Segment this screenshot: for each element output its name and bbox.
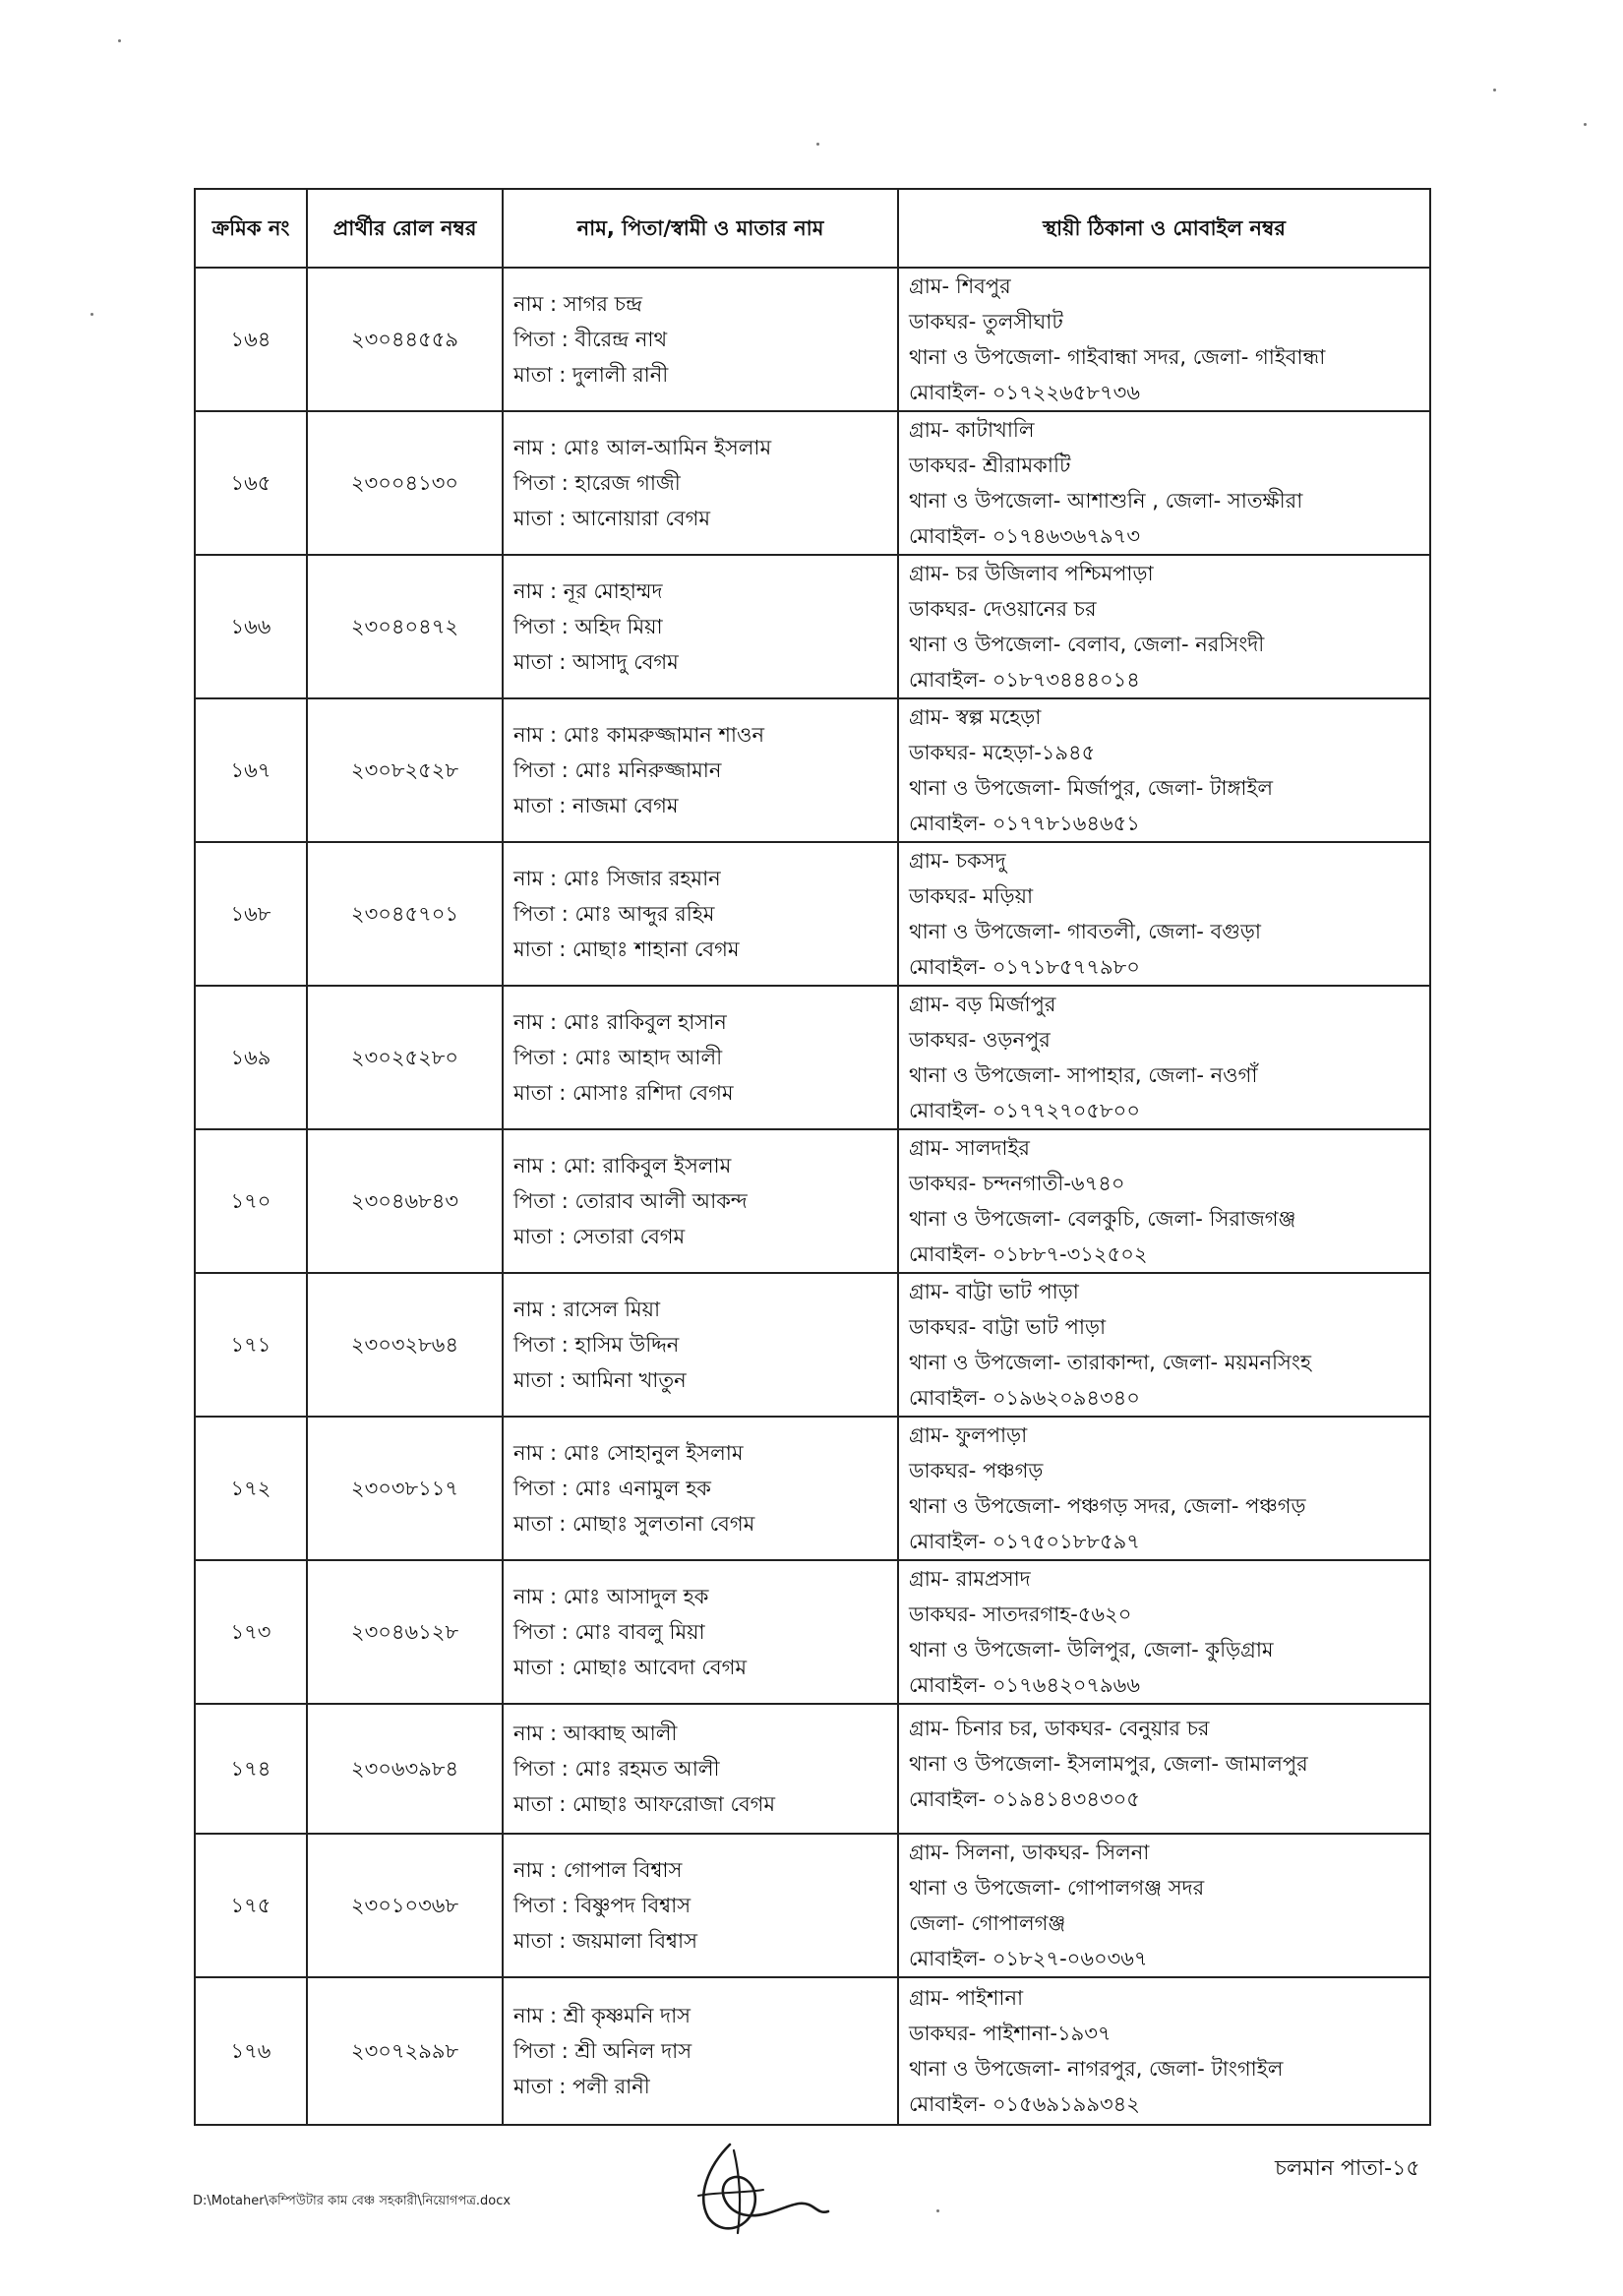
names-cell xyxy=(503,1129,898,1273)
address-line: থানা ও উপজেলা- ইসলামপুর, জেলা- জামালপুর xyxy=(909,1752,1308,1776)
address-line: থানা ও উপজেলা- আশাশুনি , জেলা- সাতক্ষীরা xyxy=(909,489,1303,513)
candidate-name: নাম : মোঃ আল-আমিন ইসলাম xyxy=(513,436,772,459)
roll-cell: ২৩০২৫২৮০ xyxy=(307,986,503,1129)
address-cell xyxy=(898,268,1430,411)
address-line: ডাকঘর- বাট্টা ভাট পাড়া xyxy=(909,1315,1107,1339)
address-line: ডাকঘর- মহেড়া-১৯৪৫ xyxy=(909,741,1096,764)
address-line: ডাকঘর- মড়িয়া xyxy=(909,884,1034,908)
serial-cell: ১৬৬ xyxy=(195,555,307,698)
father-name: পিতা : বিষ্ণুপদ বিশ্বাস xyxy=(513,1894,691,1917)
table-row xyxy=(195,1704,1430,1834)
address-line: গ্রাম- রামপ্রসাদ xyxy=(909,1567,1031,1591)
mobile-line: মোবাইল- ০১৫৬৯১৯৯৩৪২ xyxy=(909,2092,1140,2116)
candidate-name: নাম : গোপাল বিশ্বাস xyxy=(513,1858,683,1882)
names-cell xyxy=(503,555,898,698)
mother-name: মাতা : মোছাঃ আবেদা বেগম xyxy=(513,1656,748,1679)
address-line: ডাকঘর- দেওয়ানের চর xyxy=(909,597,1097,621)
father-name: পিতা : মোঃ রহমত আলী xyxy=(513,1757,720,1781)
header-address: স্থায়ী ঠিকানা ও মোবাইল নম্বর xyxy=(898,189,1430,268)
address-line: গ্রাম- পাইশানা xyxy=(909,1986,1024,2010)
address-cell xyxy=(898,698,1430,842)
address-cell xyxy=(898,1704,1430,1834)
address-line: গ্রাম- সিলনা, ডাকঘর- সিলনা xyxy=(909,1841,1150,1864)
header-names: নাম, পিতা/স্বামী ও মাতার নাম xyxy=(503,189,898,268)
table-row xyxy=(195,411,1430,555)
father-name: পিতা : শ্রী অনিল দাস xyxy=(513,2039,692,2063)
father-name: পিতা : হাসিম উদ্দিন xyxy=(513,1333,680,1357)
address-line: গ্রাম- বড় মির্জাপুর xyxy=(909,993,1056,1016)
mobile-line: মোবাইল- ০১৯৪১৪৩৪৩০৫ xyxy=(909,1787,1140,1811)
address-line: থানা ও উপজেলা- উলিপুর, জেলা- কুড়িগ্রাম xyxy=(909,1638,1274,1662)
father-name: পিতা : মোঃ আব্দুর রহিম xyxy=(513,902,715,926)
candidate-name: নাম : রাসেল মিয়া xyxy=(513,1298,661,1321)
address-line: ডাকঘর- চন্দনগাতী-৬৭৪০ xyxy=(909,1172,1125,1195)
scan-speck xyxy=(118,39,121,42)
father-name: পিতা : মোঃ বাবলু মিয়া xyxy=(513,1620,705,1644)
table-row xyxy=(195,1834,1430,1977)
address-line: গ্রাম- চর উজিলাব পশ্চিমপাড়া xyxy=(909,562,1154,585)
address-cell xyxy=(898,1129,1430,1273)
roll-cell: ২৩০৩২৮৬৪ xyxy=(307,1273,503,1417)
address-line: থানা ও উপজেলা- গাবতলী, জেলা- বগুড়া xyxy=(909,920,1261,943)
address-cell xyxy=(898,1273,1430,1417)
address-cell xyxy=(898,1560,1430,1704)
mother-name: মাতা : পলী রানী xyxy=(513,2075,650,2098)
mother-name: মাতা : আমিনা খাতুন xyxy=(513,1368,687,1392)
mother-name: মাতা : মোছাঃ আফরোজা বেগম xyxy=(513,1792,776,1816)
candidate-name: নাম : সাগর চন্দ্র xyxy=(513,292,642,316)
mobile-line: মোবাইল- ০১৭২২৬৫৮৭৩৬ xyxy=(909,381,1140,404)
candidate-name: নাম : মোঃ রাকিবুল হাসান xyxy=(513,1010,727,1034)
address-line: ডাকঘর- পাইশানা-১৯৩৭ xyxy=(909,2022,1112,2045)
roll-cell: ২৩০৮২৫২৮ xyxy=(307,698,503,842)
header-roll: প্রার্থীর রোল নম্বর xyxy=(307,189,503,268)
address-line: থানা ও উপজেলা- বেলাব, জেলা- নরসিংদী xyxy=(909,633,1265,656)
mobile-line: মোবাইল- ০১৭৫০১৮৮৫৯৭ xyxy=(909,1530,1140,1553)
serial-cell: ১৬৮ xyxy=(195,842,307,986)
candidate-name: নাম : মোঃ সিজার রহমান xyxy=(513,867,721,890)
address-cell xyxy=(898,555,1430,698)
candidate-name: নাম : নূর মোহাম্মদ xyxy=(513,579,663,603)
signature-icon xyxy=(669,2137,836,2245)
table-row xyxy=(195,1417,1430,1560)
running-page-number: চলমান পাতা-১৫ xyxy=(1275,2156,1420,2181)
candidate-name: নাম : মো: রাকিবুল ইসলাম xyxy=(513,1154,732,1178)
address-cell xyxy=(898,1834,1430,1977)
address-line: থানা ও উপজেলা- নাগরপুর, জেলা- টাংগাইল xyxy=(909,2057,1284,2081)
address-line: ডাকঘর- পঞ্চগড় xyxy=(909,1459,1044,1482)
candidate-table xyxy=(194,188,1431,2126)
address-cell xyxy=(898,1417,1430,1560)
candidate-name: নাম : আব্বাছ আলী xyxy=(513,1722,678,1745)
candidate-name: নাম : মোঃ আসাদুল হক xyxy=(513,1585,709,1608)
roll-cell: ২৩০৪৬১২৮ xyxy=(307,1560,503,1704)
names-cell xyxy=(503,698,898,842)
table-row xyxy=(195,698,1430,842)
serial-cell: ১৭১ xyxy=(195,1273,307,1417)
father-name: পিতা : অহিদ মিয়া xyxy=(513,615,663,638)
scan-speck xyxy=(936,2209,939,2212)
names-cell xyxy=(503,1834,898,1977)
address-cell xyxy=(898,1977,1430,2125)
names-cell xyxy=(503,842,898,986)
address-line: থানা ও উপজেলা- গোপালগঞ্জ সদর xyxy=(909,1876,1205,1900)
serial-cell: ১৬৪ xyxy=(195,268,307,411)
roll-cell: ২৩০৭২৯৯৮ xyxy=(307,1977,503,2125)
address-line: থানা ও উপজেলা- গাইবান্ধা সদর, জেলা- গাইবান্ধা xyxy=(909,345,1326,369)
names-cell xyxy=(503,1273,898,1417)
names-cell xyxy=(503,1977,898,2125)
address-cell xyxy=(898,411,1430,555)
roll-cell: ২৩০৪৪৫৫৯ xyxy=(307,268,503,411)
table-row xyxy=(195,1977,1430,2125)
address-line: ডাকঘর- শ্রীরামকাটি xyxy=(909,453,1071,477)
address-line: ডাকঘর- সাতদরগাহ-৫৬২০ xyxy=(909,1602,1132,1626)
mother-name: মাতা : আনোয়ারা বেগম xyxy=(513,507,710,530)
scan-speck xyxy=(816,143,819,146)
mother-name: মাতা : আসাদু বেগম xyxy=(513,650,679,674)
mother-name: মাতা : জয়মালা বিশ্বাস xyxy=(513,1929,697,1953)
address-line: গ্রাম- চকসদু xyxy=(909,849,1006,873)
names-cell xyxy=(503,1417,898,1560)
scan-speck xyxy=(1584,123,1587,126)
mother-name: মাতা : নাজমা বেগম xyxy=(513,794,679,817)
mobile-line: মোবাইল- ০১৭৬৪২০৭৯৬৬ xyxy=(909,1673,1140,1697)
names-cell xyxy=(503,986,898,1129)
address-line: গ্রাম- বাট্টা ভাট পাড়া xyxy=(909,1280,1079,1303)
table-row xyxy=(195,1273,1430,1417)
scan-speck xyxy=(90,313,93,316)
file-path: D:\Motaher\কম্পিউটার কাম বেঞ্চ সহকারী\নিয়োগপত্র.docx xyxy=(193,2194,511,2208)
serial-cell: ১৬৯ xyxy=(195,986,307,1129)
address-line: ডাকঘর- তুলসীঘাট xyxy=(909,310,1063,333)
address-line: গ্রাম- স্বল্প মহেড়া xyxy=(909,705,1042,729)
father-name: পিতা : বীরেন্দ্র নাথ xyxy=(513,328,668,351)
roll-cell: ২৩০৬৩৯৮৪ xyxy=(307,1704,503,1834)
address-cell xyxy=(898,842,1430,986)
table-row xyxy=(195,986,1430,1129)
serial-cell: ১৬৭ xyxy=(195,698,307,842)
table-row xyxy=(195,1560,1430,1704)
candidate-name: নাম : মোঃ কামরুজ্জামান শাওন xyxy=(513,723,765,747)
address-line: গ্রাম- ফুলপাড়া xyxy=(909,1423,1028,1447)
address-line: গ্রাম- সালদাইর xyxy=(909,1136,1030,1160)
address-line: জেলা- গোপালগঞ্জ xyxy=(909,1911,1066,1935)
address-line: গ্রাম- চিনার চর, ডাকঘর- বেনুয়ার চর xyxy=(909,1717,1210,1740)
mother-name: মাতা : মোছাঃ শাহানা বেগম xyxy=(513,937,740,961)
mobile-line: মোবাইল- ০১৮৮৭-৩১২৫০২ xyxy=(909,1242,1148,1266)
address-line: থানা ও উপজেলা- পঞ্চগড় সদর, জেলা- পঞ্চগড় xyxy=(909,1494,1306,1518)
address-line: থানা ও উপজেলা- সাপাহার, জেলা- নওগাঁ xyxy=(909,1063,1258,1087)
names-cell xyxy=(503,1704,898,1834)
serial-cell: ১৭৩ xyxy=(195,1560,307,1704)
father-name: পিতা : তোরাব আলী আকন্দ xyxy=(513,1189,748,1213)
candidate-name: নাম : মোঃ সোহানুল ইসলাম xyxy=(513,1441,744,1465)
mother-name: মাতা : সেতারা বেগম xyxy=(513,1225,686,1248)
mobile-line: মোবাইল- ০১৭১৮৫৭৭৯৮০ xyxy=(909,955,1140,979)
serial-cell: ১৬৫ xyxy=(195,411,307,555)
mobile-line: মোবাইল- ০১৭৪৬৩৬৭৯৭৩ xyxy=(909,524,1140,548)
roll-cell: ২৩০৪৫৭০১ xyxy=(307,842,503,986)
father-name: পিতা : মোঃ মনিরুজ্জামান xyxy=(513,758,722,782)
serial-cell: ১৭৫ xyxy=(195,1834,307,1977)
address-line: ডাকঘর- ওড়নপুর xyxy=(909,1028,1051,1052)
address-line: গ্রাম- শিবপুর xyxy=(909,274,1011,298)
roll-cell: ২৩০৩৮১১৭ xyxy=(307,1417,503,1560)
names-cell xyxy=(503,1560,898,1704)
mother-name: মাতা : মোসাঃ রশিদা বেগম xyxy=(513,1081,734,1105)
mother-name: মাতা : দুলালী রানী xyxy=(513,363,669,387)
header-serial: ক্রমিক নং xyxy=(195,189,307,268)
address-line: থানা ও উপজেলা- তারাকান্দা, জেলা- ময়মনসিংহ xyxy=(909,1351,1311,1374)
candidate-name: নাম : শ্রী কৃষ্ণমনি দাস xyxy=(513,2004,691,2027)
address-line: থানা ও উপজেলা- মির্জাপুর, জেলা- টাঙ্গাইল xyxy=(909,776,1274,800)
mobile-line: মোবাইল- ০১৭৭৮১৬৪৬৫১ xyxy=(909,812,1140,835)
mother-name: মাতা : মোছাঃ সুলতানা বেগম xyxy=(513,1512,755,1536)
mobile-line: মোবাইল- ০১৮৭৩৪৪৪০১৪ xyxy=(909,668,1140,692)
serial-cell: ১৭০ xyxy=(195,1129,307,1273)
mobile-line: মোবাইল- ০১৭৭২৭০৫৮০০ xyxy=(909,1099,1140,1122)
table-header-row xyxy=(195,189,1430,268)
mobile-line: মোবাইল- ০১৯৬২০৯৪৩৪০ xyxy=(909,1386,1140,1410)
table-row xyxy=(195,555,1430,698)
table-row xyxy=(195,1129,1430,1273)
address-cell xyxy=(898,986,1430,1129)
table-row xyxy=(195,842,1430,986)
father-name: পিতা : মোঃ আহাদ আলী xyxy=(513,1046,723,1069)
roll-cell: ২৩০১০৩৬৮ xyxy=(307,1834,503,1977)
names-cell xyxy=(503,411,898,555)
roll-cell: ২৩০০৪১৩০ xyxy=(307,411,503,555)
scan-speck xyxy=(1493,89,1496,91)
table-row xyxy=(195,268,1430,411)
serial-cell: ১৭৬ xyxy=(195,1977,307,2125)
names-cell xyxy=(503,268,898,411)
father-name: পিতা : মোঃ এনামুল হক xyxy=(513,1477,711,1500)
mobile-line: মোবাইল- ০১৮২৭-০৬০৩৬৭ xyxy=(909,1947,1148,1970)
roll-cell: ২৩০৪৬৮৪৩ xyxy=(307,1129,503,1273)
father-name: পিতা : হারেজ গাজী xyxy=(513,471,681,495)
address-line: গ্রাম- কাটাখালি xyxy=(909,418,1035,442)
address-line: থানা ও উপজেলা- বেলকুচি, জেলা- সিরাজগঞ্জ xyxy=(909,1207,1296,1231)
serial-cell: ১৭৪ xyxy=(195,1704,307,1834)
serial-cell: ১৭২ xyxy=(195,1417,307,1560)
roll-cell: ২৩০৪০৪৭২ xyxy=(307,555,503,698)
